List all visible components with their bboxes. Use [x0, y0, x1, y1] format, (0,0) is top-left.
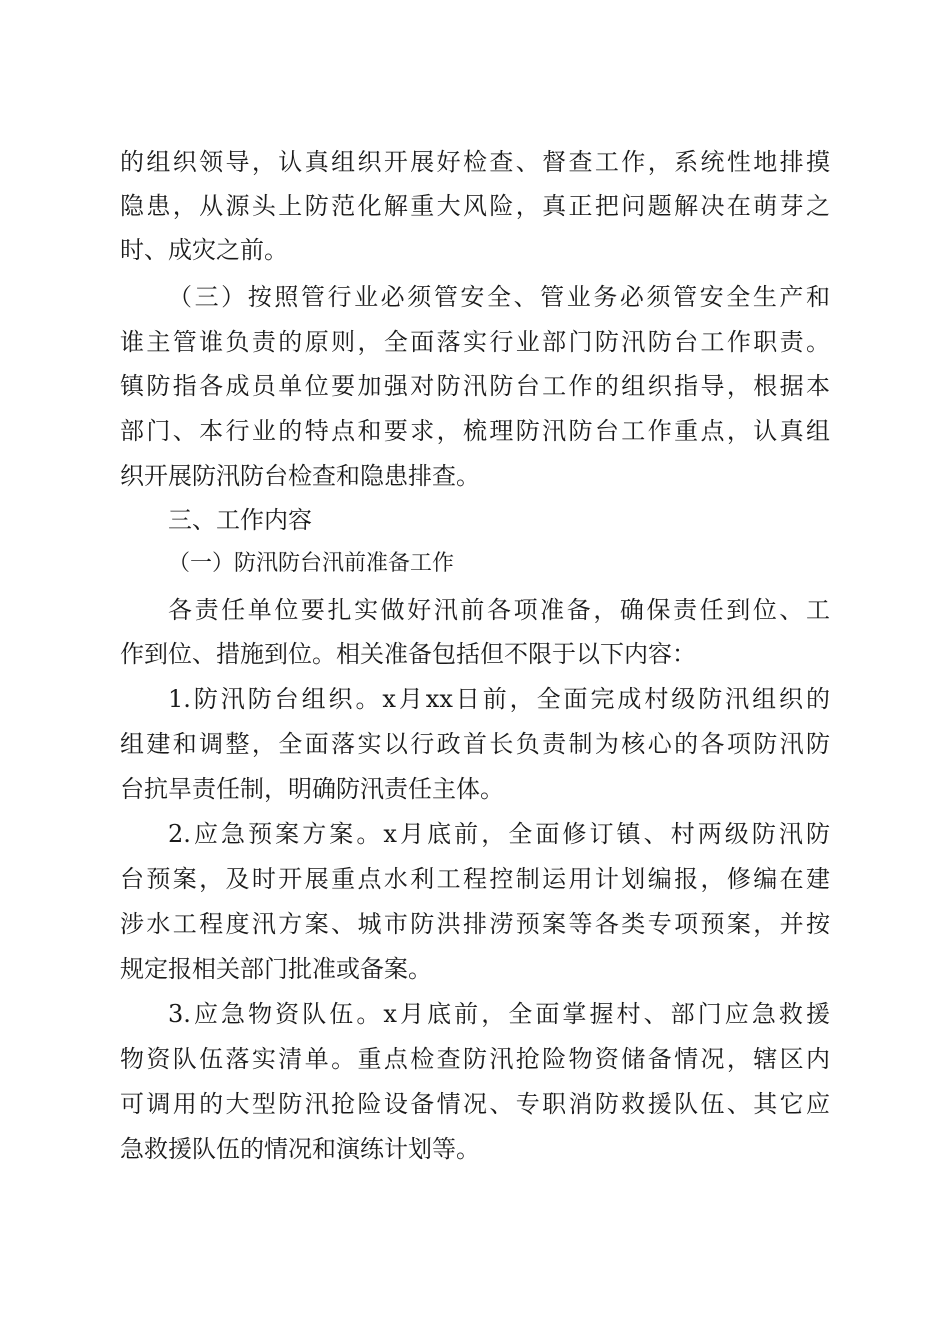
item-3-line-2: 物资队伍落实清单。重点检查防汛抢险物资储备情况，辖区内: [120, 1045, 830, 1073]
paragraph-2-line-5: 织开展防汛防台检查和隐患排查。: [120, 462, 480, 490]
paragraph-3-line-1: 各责任单位要扎实做好汛前各项准备，确保责任到位、工: [168, 596, 830, 624]
paragraph-2-line-3: 镇防指各成员单位要加强对防汛防台工作的组织指导，根据本: [120, 372, 830, 400]
item-1-line-2: 组建和调整，全面落实以行政首长负责制为核心的各项防汛防: [120, 730, 830, 758]
item-1-line-1: 1.防汛防台组织。x月xx日前，全面完成村级防汛组织的: [168, 685, 830, 713]
item-2-line-1: 2.应急预案方案。x月底前，全面修订镇、村两级防汛防: [168, 820, 830, 848]
item-1-line-3: 台抗旱责任制，明确防汛责任主体。: [120, 775, 504, 803]
paragraph-2-line-4: 部门、本行业的特点和要求，梳理防汛防台工作重点，认真组: [120, 417, 830, 445]
subsection-heading: （一）防汛防台汛前准备工作: [168, 551, 455, 576]
item-3-line-1: 3.应急物资队伍。x月底前，全面掌握村、部门应急救援: [168, 1000, 830, 1028]
paragraph-2-line-2: 谁主管谁负责的原则，全面落实行业部门防汛防台工作职责。: [120, 328, 830, 356]
paragraph-3-line-2: 作到位、措施到位。相关准备包括但不限于以下内容：: [120, 640, 696, 668]
item-2-line-4: 规定报相关部门批准或备案。: [120, 955, 432, 983]
section-heading: 三、工作内容: [168, 506, 312, 534]
item-3-line-4: 急救援队伍的情况和演练计划等。: [120, 1135, 480, 1163]
item-2-line-2: 台预案，及时开展重点水利工程控制运用计划编报，修编在建: [120, 865, 830, 893]
item-3-line-3: 可调用的大型防汛抢险设备情况、专职消防救援队伍、其它应: [120, 1090, 830, 1118]
paragraph-2-line-1: （三）按照管行业必须管安全、管业务必须管安全生产和: [168, 283, 830, 311]
paragraph-1-line-1: 的组织领导，认真组织开展好检查、督查工作，系统性地排摸: [120, 148, 830, 176]
item-2-line-3: 涉水工程度汛方案、城市防洪排涝预案等各类专项预案，并按: [120, 910, 830, 938]
paragraph-1-line-3: 时、成灾之前。: [120, 236, 288, 264]
paragraph-1-line-2: 隐患，从源头上防范化解重大风险，真正把问题解决在萌芽之: [120, 192, 830, 220]
